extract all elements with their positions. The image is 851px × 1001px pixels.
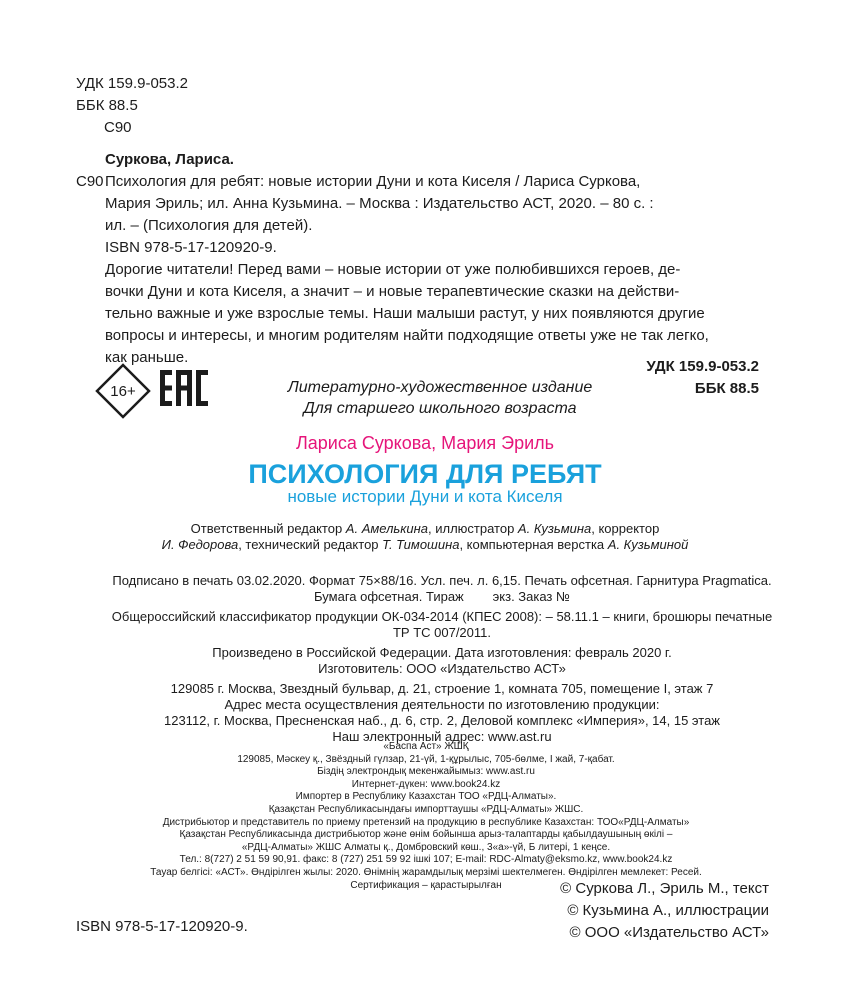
copyright-publisher: © ООО «Издательство АСТ» bbox=[569, 924, 769, 941]
book-subtitle: новые истории Дуни и кота Киселя bbox=[287, 487, 563, 506]
bbk-code: ББК 88.5 bbox=[76, 97, 138, 114]
genre-block bbox=[230, 377, 650, 419]
bib-sign: С90 bbox=[76, 173, 104, 190]
editor-role-1: Ответственный редактор bbox=[190, 521, 346, 536]
desc-line-2: вочки Дуни и кота Киселя, а значит – и новые терапевтические сказки на действи- bbox=[105, 283, 680, 300]
kz-line: Дистрибьютор и представитель по приему претензий на продукцию в республике Казахстан: ТОО«РДЦ-Алматы» bbox=[162, 816, 690, 828]
copyright-block bbox=[469, 878, 769, 944]
eac-mark-graphic bbox=[160, 370, 208, 406]
bbk-code-right: ББК 88.5 bbox=[694, 380, 759, 397]
bib-line-2: Мария Эриль; ил. Анна Кузьмина. – Москва : Издательство АСТ, 2020. – 80 с. : bbox=[105, 195, 654, 212]
okp-line-2: ТР ТС 007/2011. bbox=[392, 625, 492, 640]
editors-line-2 bbox=[100, 537, 750, 553]
udk-block bbox=[76, 73, 188, 139]
desc-line-5: как раньше. bbox=[105, 349, 189, 366]
genre-line-1: Литературно-художественное издание bbox=[287, 379, 593, 396]
manufacturer: Изготовитель: ООО «Издательство АСТ» bbox=[318, 661, 566, 676]
udk-code: УДК 159.9-053.2 bbox=[76, 75, 188, 92]
editor-name-5: А. Кузьминой bbox=[607, 537, 689, 552]
editor-role-5: , компьютерная верстка bbox=[459, 537, 608, 552]
bib-line-1 bbox=[76, 171, 776, 193]
bib-text-1: Психология для ребят: новые истории Дуни и кота Киселя / Лариса Суркова, bbox=[105, 173, 641, 190]
age-rating-icon bbox=[95, 363, 151, 419]
kz-line: «Баспа Аст» ЖШҚ bbox=[383, 741, 469, 752]
annotation bbox=[76, 149, 776, 369]
print-line-1: Подписано в печать 03.02.2020. Формат 75×88/16. Усл. печ. л. 6,15. Печать офсетная. Гарнитура Pragmatica. bbox=[112, 573, 772, 588]
book-authors: Лариса Суркова, Мария Эриль bbox=[295, 433, 555, 453]
book-title: ПСИХОЛОГИЯ ДЛЯ РЕБЯТ bbox=[248, 459, 602, 489]
editor-role-4: , технический редактор bbox=[238, 537, 383, 552]
kz-line: Импортер в Республику Казахстан ТОО «РДЦ-Алматы». bbox=[295, 791, 557, 803]
udk-code-right: УДК 159.9-053.2 bbox=[646, 358, 759, 375]
kz-line: Қазақстан Республикасында дистрибьютор және өнім бойынша арыз-талаптарды қабылдаушының өкілі – bbox=[179, 829, 673, 841]
age-rating-badge bbox=[95, 363, 151, 419]
editors-line-1 bbox=[100, 521, 750, 537]
desc-line-1: Дорогие читатели! Перед вами – новые истории от уже полюбившихся героев, де- bbox=[105, 261, 681, 278]
desc-line-4: вопросы и интересы, и многим родителям найти подходящие ответы уже не так легко, bbox=[105, 327, 709, 344]
author-heading: Суркова, Лариса. bbox=[105, 151, 234, 168]
bib-line-3: ил. – (Психология для детей). bbox=[105, 217, 313, 234]
made-in: Произведено в Российской Федерации. Дата изготовления: февраль 2020 г. bbox=[212, 645, 672, 660]
editor-name-3: И. Федорова bbox=[161, 537, 239, 552]
editor-role-3: , корректор bbox=[591, 521, 660, 536]
eac-icon bbox=[160, 370, 208, 406]
kz-line: «РДЦ-Алматы» ЖШС Алматы қ., Домбровский көш., 3«а»-үй, Б литері, 1 кеңсе. bbox=[241, 841, 611, 853]
kz-line: Тауар белгісі: «АСТ». Өндірілген жылы: 2020. Өнімнің жарамдылық мерзімі шектелмеген. Өндірілген мемлекет: Ресей. bbox=[150, 866, 702, 878]
editor-name-1: А. Амелькина bbox=[345, 521, 428, 536]
email-line: Наш электронный адрес: www.ast.ru bbox=[332, 729, 552, 744]
activity-heading: Адрес места осуществления деятельности по изготовлению продукции: bbox=[224, 697, 660, 712]
print-line-2: Бумага офсетная. Тираж экз. Заказ № bbox=[314, 589, 570, 604]
author-sign: С90 bbox=[104, 119, 132, 136]
kz-line: 129085, Мәскеу қ., Звёздный гүлзар, 21-үй, 1-құрылыс, 705-бөлме, I жай, 7-қабат. bbox=[237, 753, 615, 765]
manufacturer-address: 129085 г. Москва, Звездный бульвар, д. 21, строение 1, комната 705, помещение I, этаж 7 bbox=[170, 681, 714, 696]
desc-line-3: тельно важные и уже взрослые темы. Наши малыши растут, у них появляются другие bbox=[105, 305, 705, 322]
copyright-text: © Суркова Л., Эриль М., текст bbox=[560, 880, 769, 897]
kazakhstan-info bbox=[120, 741, 732, 892]
okp-line-1: Общероссийский классификатор продукции ОК-034-2014 (КПЕС 2008): – 58.11.1 – книги, брошюры печатные bbox=[111, 609, 773, 624]
kz-line: Интернет-дүкен: www.book24.kz bbox=[351, 778, 501, 790]
editor-name-4: Т. Тимошина bbox=[382, 537, 460, 552]
bib-isbn: ISBN 978-5-17-120920-9. bbox=[105, 239, 277, 256]
imprint-block bbox=[80, 573, 804, 745]
genre-line-2: Для старшего школьного возраста bbox=[303, 400, 577, 417]
editor-role-2: , иллюстратор bbox=[428, 521, 518, 536]
kz-line: Біздің электрондық мекенжайымыз: www.ast.ru bbox=[317, 766, 535, 778]
activity-address: 123112, г. Москва, Пресненская наб., д. 6, стр. 2, Деловой комплекс «Империя», 14, 15 этаж bbox=[163, 713, 721, 728]
kz-line: Тел.: 8(727) 2 51 59 90,91. факс: 8 (727) 251 59 92 ішкі 107; E-mail: RDC-Almaty@eksmo.kz, www.book24.kz bbox=[179, 854, 673, 866]
age-rating-text: 16+ bbox=[110, 383, 136, 400]
isbn-footer: ISBN 978-5-17-120920-9. bbox=[76, 918, 248, 935]
editor-name-2: А. Кузьмина bbox=[517, 521, 592, 536]
kz-line: Сертификация – қарастырылған bbox=[350, 879, 502, 891]
copyright-illustrations: © Кузьмина А., иллюстрации bbox=[567, 902, 769, 919]
kz-line: Қазақстан Республикасындағы импорттаушы «РДЦ-Алматы» ЖШС. bbox=[268, 803, 584, 815]
editors-block bbox=[100, 521, 750, 553]
